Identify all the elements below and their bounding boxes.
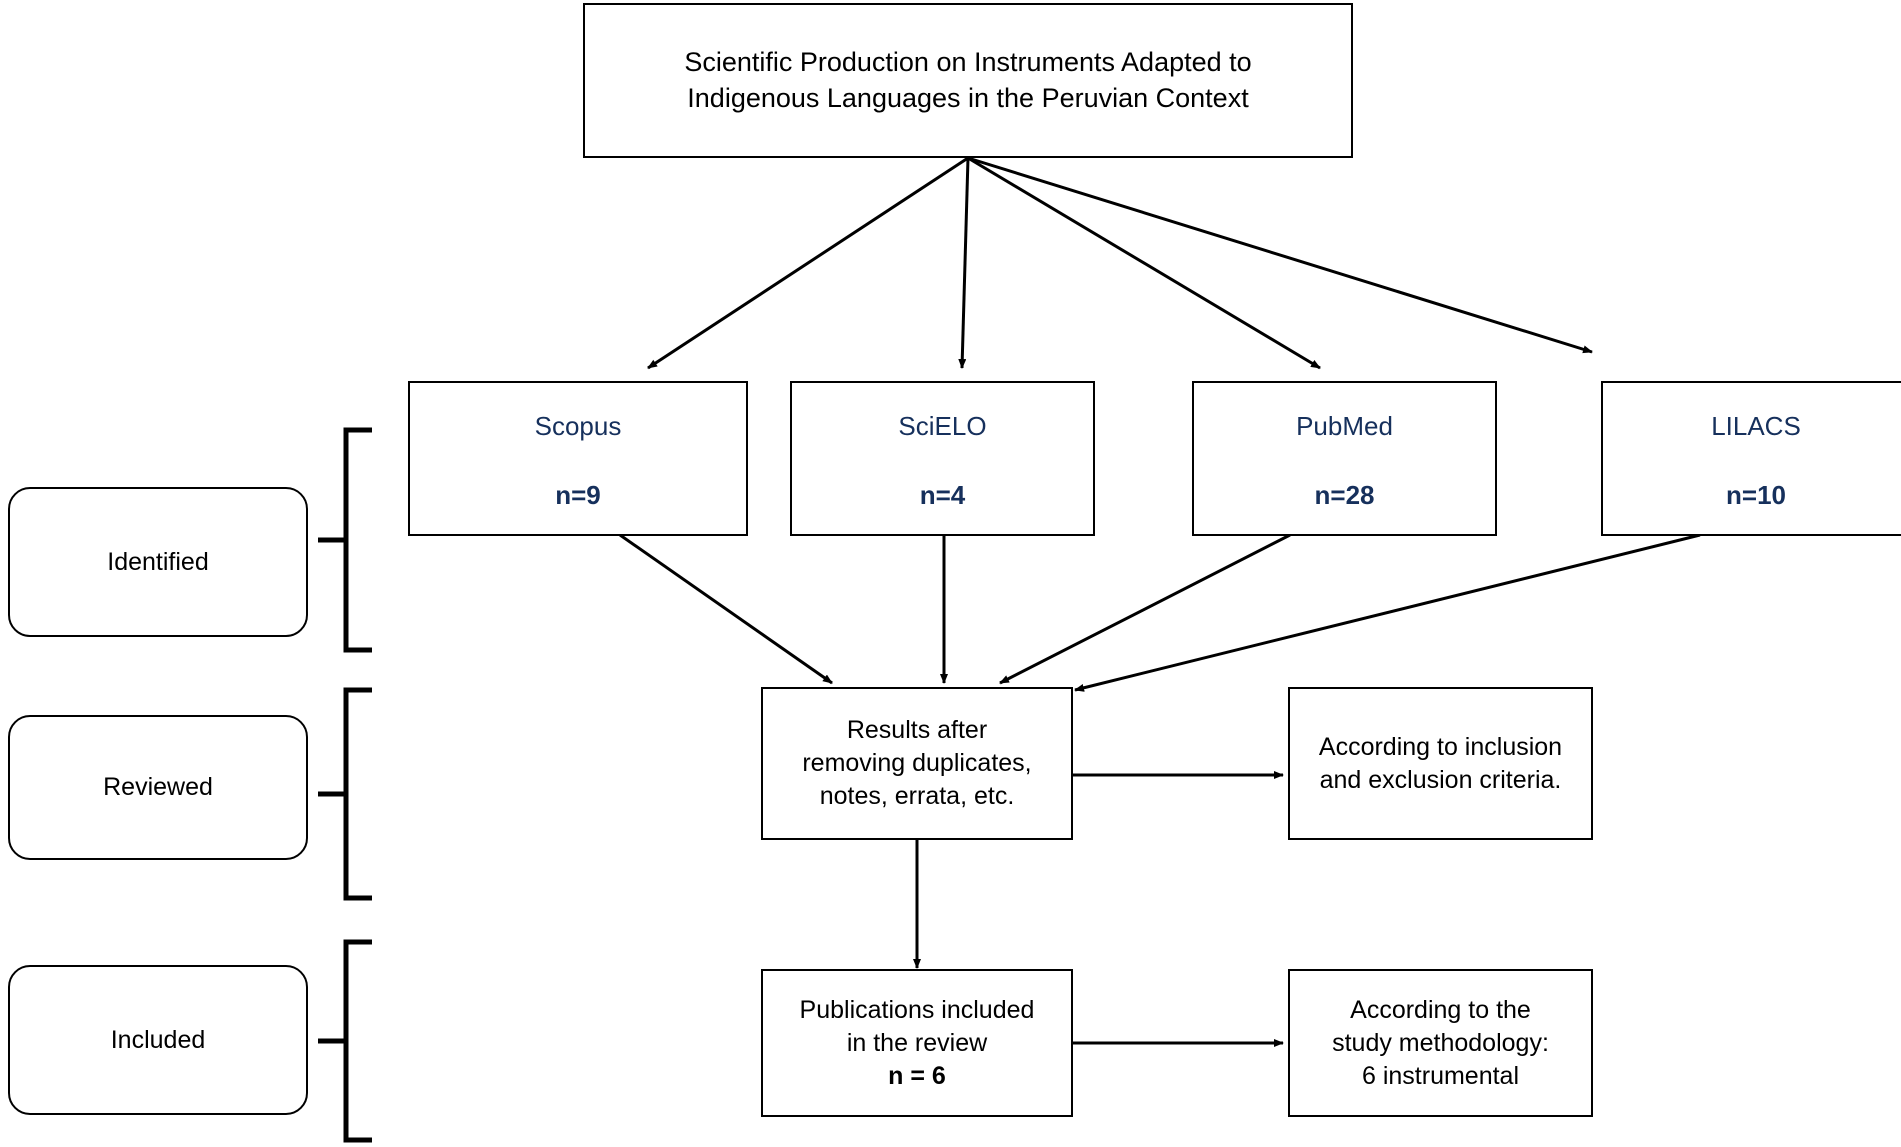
source-box-pubmed: [1192, 381, 1497, 536]
process-box-study-methodology: [1288, 969, 1593, 1117]
source-name-lilacs: LILACS: [1711, 411, 1801, 441]
source-count-lilacs: n=10: [1726, 479, 1786, 510]
stage-label-reviewed-text: Reviewed: [103, 773, 213, 801]
stage-label-identified: [8, 487, 308, 637]
title-box: [583, 3, 1353, 158]
criteria-line-1: According to inclusion: [1318, 732, 1563, 761]
stage-label-reviewed: [8, 715, 308, 860]
results-line-2: removing duplicates,: [802, 749, 1032, 777]
source-box-lilacs: [1601, 381, 1901, 536]
stage-label-included: [8, 965, 308, 1115]
process-box-publications-included: [761, 969, 1073, 1117]
source-name-scopus: Scopus: [534, 411, 622, 441]
title-line-1: Scientific Production on Instruments Adapted to: [684, 46, 1252, 77]
methodology-line-3: 6 instrumental: [1361, 1061, 1520, 1090]
publications-count: n = 6: [888, 1061, 946, 1090]
process-box-results-after-removing: [761, 687, 1073, 840]
title-line-2: Indigenous Languages in the Peruvian Context: [687, 82, 1249, 113]
source-count-scielo: n=4: [919, 479, 966, 510]
source-box-scielo: [790, 381, 1095, 536]
process-box-inclusion-exclusion-criteria: [1288, 687, 1593, 840]
methodology-line-1: According to the: [1350, 995, 1531, 1024]
source-count-scopus: n=9: [555, 479, 601, 510]
methodology-line-2: study methodology:: [1332, 1028, 1549, 1057]
source-count-pubmed: n=28: [1314, 479, 1375, 510]
source-name-scielo: SciELO: [898, 411, 987, 441]
publications-line-2: in the review: [846, 1028, 988, 1057]
stage-label-included-text: Included: [110, 1025, 206, 1054]
stage-label-identified-text: Identified: [107, 547, 209, 576]
results-line-1: Results after: [846, 716, 988, 744]
source-name-pubmed: PubMed: [1296, 411, 1393, 441]
source-box-scopus: [408, 381, 748, 536]
results-line-3: notes, errata, etc.: [819, 782, 1015, 810]
publications-line-1: Publications included: [799, 995, 1035, 1024]
criteria-line-2: and exclusion criteria.: [1319, 765, 1562, 794]
